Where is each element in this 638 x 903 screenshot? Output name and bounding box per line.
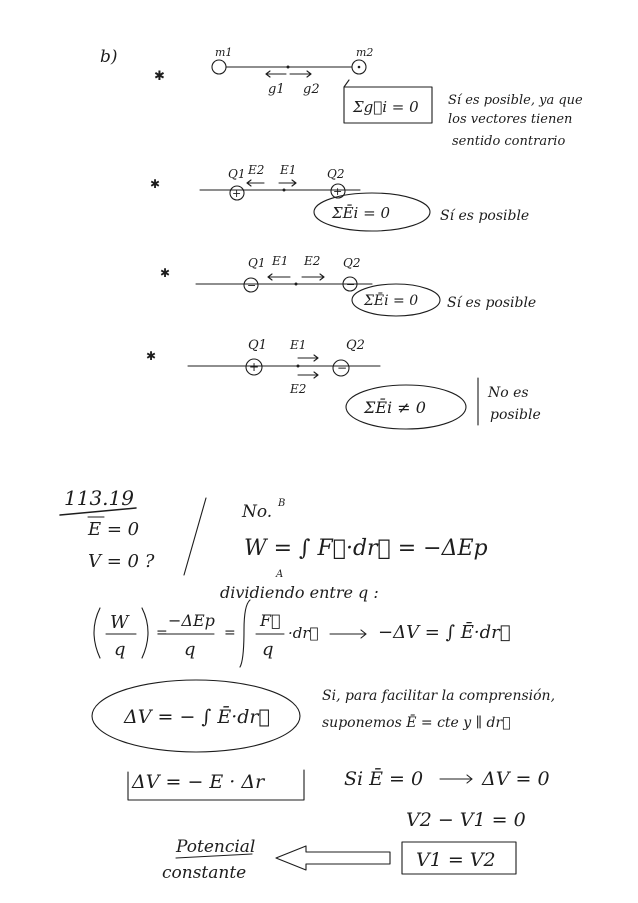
big-arrow-icon xyxy=(276,846,390,870)
case4-e1-label: E1 xyxy=(290,338,307,352)
mass2-center xyxy=(358,66,361,69)
case3-bullet-icon: ✱ xyxy=(160,266,171,280)
case4-sign1: + xyxy=(249,360,260,374)
part-b-label: b) xyxy=(100,47,118,67)
boxed-equation: ΔV = − ∫ Ē·dr⃗ xyxy=(124,706,270,728)
frac-f: F⃗ xyxy=(260,611,281,630)
case3-sign2: − xyxy=(346,278,356,291)
case3-q1-label: Q1 xyxy=(248,256,266,270)
case1-box-edge xyxy=(344,80,349,87)
case4-q1-label: Q1 xyxy=(248,338,267,353)
case3-e1-label: E1 xyxy=(272,254,289,268)
case3-diagram xyxy=(160,254,536,316)
case4-e2-label: E2 xyxy=(290,382,307,396)
difference-equation: V2 − V1 = 0 xyxy=(406,809,526,831)
final-equation: V1 = V2 xyxy=(416,849,496,871)
case2-equation: ΣĒi = 0 xyxy=(332,204,391,222)
frac-dr: ·dr⃗ xyxy=(288,624,319,642)
case2-comment: Sí es posible xyxy=(440,208,530,224)
case4-midpoint xyxy=(297,365,300,368)
simple-equation: ΔV = − E · Δr xyxy=(132,771,265,793)
case4-bullet-icon: ✱ xyxy=(146,349,157,363)
conclusion-line-2: constante xyxy=(162,863,247,883)
frac-f-q: q xyxy=(262,639,274,660)
problem-section xyxy=(60,486,555,883)
case2-e1-label: E1 xyxy=(280,163,297,177)
work-limit-b: B xyxy=(278,498,286,509)
potential-equation: −ΔV = ∫ Ē·dr⃗ xyxy=(378,622,511,643)
case4-q2-label: Q2 xyxy=(346,338,365,353)
case3-midpoint xyxy=(295,283,298,286)
answer: No. xyxy=(242,502,273,522)
frac-paren-right xyxy=(142,608,148,658)
case1-bullet-icon: ✱ xyxy=(154,69,165,84)
frac-paren-left xyxy=(94,608,100,658)
then-equation: ΔV = 0 xyxy=(482,768,550,790)
case1-midpoint xyxy=(287,66,290,69)
frac-equals-1: = xyxy=(156,625,168,641)
case3-equation: ΣĒi = 0 xyxy=(364,293,419,309)
case1-equation: Σg⃗i = 0 xyxy=(353,98,419,116)
dividing-text: dividiendo entre q : xyxy=(220,583,379,602)
mass1-circle xyxy=(212,60,226,74)
case2-q1-label: Q1 xyxy=(228,167,246,181)
frac-w: W xyxy=(110,612,129,633)
case4-sign2: − xyxy=(337,361,348,375)
case2-sign1: + xyxy=(232,187,242,200)
case2-bullet-icon: ✱ xyxy=(150,177,161,191)
g2-label: g2 xyxy=(303,82,320,97)
g1-label: g1 xyxy=(268,82,285,97)
note-line-1: Si, para facilitar la comprensión, xyxy=(322,688,556,704)
case2-sign2: + xyxy=(333,185,343,198)
conclusion-line-1: Potencial xyxy=(176,837,256,857)
given-e: E = 0 xyxy=(88,519,140,540)
problem-number: 113.19 xyxy=(64,486,134,510)
problem-slash xyxy=(184,498,206,575)
note-line-2: suponemos Ē = cte y ∥ dr⃗ xyxy=(322,715,511,731)
case2-e2-label: E2 xyxy=(248,163,265,177)
case3-comment: Sí es posible xyxy=(447,295,537,311)
frac-equals-2: = xyxy=(224,625,236,641)
case1-comment-3: sentido contrario xyxy=(452,134,566,149)
if-zero: Si Ē = 0 xyxy=(344,768,424,790)
case4-comment-1: No es xyxy=(488,385,529,401)
case1-diagram xyxy=(154,46,583,149)
mass2-label: m2 xyxy=(356,46,374,59)
case3-sign1: − xyxy=(247,279,257,292)
case1-comment-1: Sí es posible, ya que xyxy=(448,93,583,108)
work-equation: W = ∫ F⃗·dr⃗ = −ΔEp xyxy=(244,536,488,561)
case3-e2-label: E2 xyxy=(304,254,321,268)
frac-w-q: q xyxy=(114,639,126,660)
case3-q2-label: Q2 xyxy=(343,256,361,270)
integral-sign xyxy=(240,600,250,667)
case2-midpoint xyxy=(283,189,286,192)
case2-diagram xyxy=(150,163,529,231)
case1-comment-2: los vectores tienen xyxy=(448,112,573,127)
frac-ep: −ΔEp xyxy=(168,611,215,630)
work-limit-a: A xyxy=(276,569,284,580)
frac-ep-q: q xyxy=(184,639,196,660)
case4-comment-2: posible xyxy=(490,407,541,423)
case4-diagram xyxy=(146,338,541,429)
case4-equation: ΣĒi ≠ 0 xyxy=(364,398,426,417)
mass1-label: m1 xyxy=(215,46,233,59)
case2-q2-label: Q2 xyxy=(327,167,345,181)
question: V = 0 ? xyxy=(88,551,155,572)
